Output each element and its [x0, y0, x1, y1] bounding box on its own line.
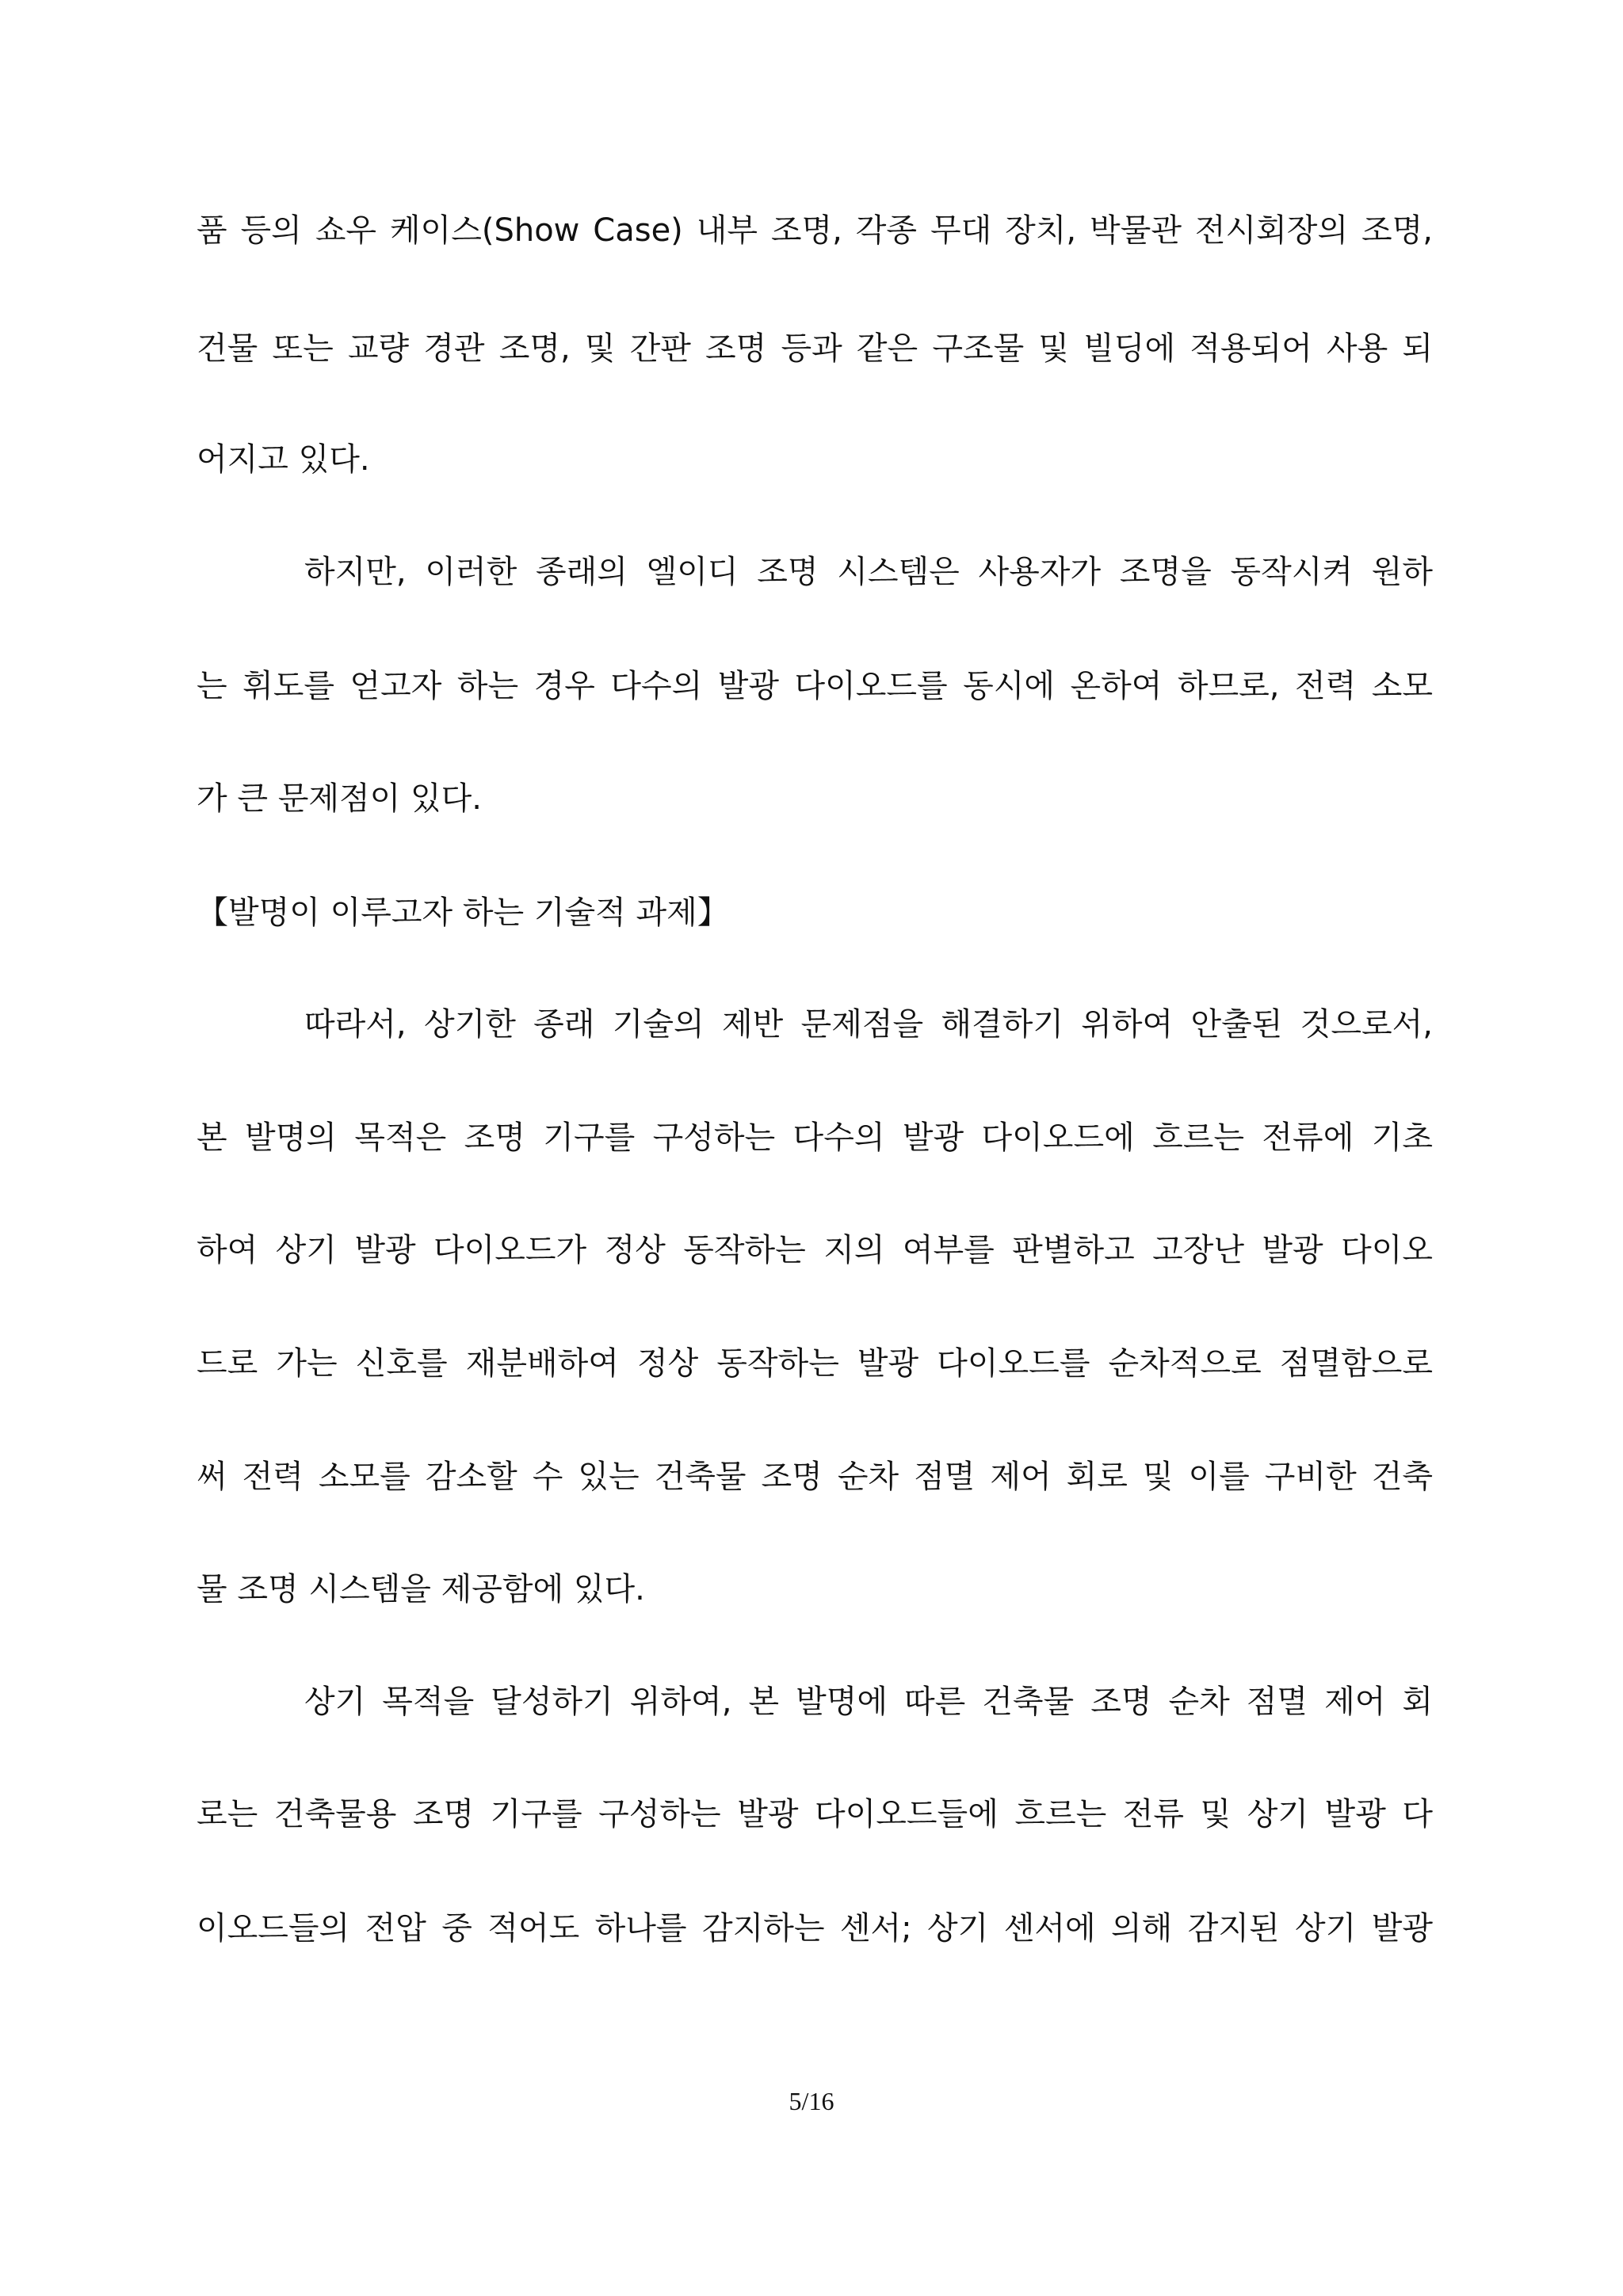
text-line-2: 건물 또는 교량 경관 조명, 및 간판 조명 등과 같은 구조물 및 빌딩에 적용되어 사용 되 [197, 330, 1433, 367]
text-line-13: 물 조명 시스템을 제공함에 있다. [197, 1571, 645, 1608]
text-line-9: 본 발명의 목적은 조명 기구를 구성하는 다수의 발광 다이오드에 흐르는 전류에 기초 [197, 1119, 1433, 1156]
text-line-16: 이오드들의 전압 중 적어도 하나를 감지하는 센서; 상기 센서에 의해 감지된 상기 발광 [197, 1910, 1433, 1947]
text-line-3: 어지고 있다. [197, 441, 370, 478]
text-line-8: 따라서, 상기한 종래 기술의 제반 문제점을 해결하기 위하여 안출된 것으로서, [304, 1006, 1433, 1043]
text-line-14: 상기 목적을 달성하기 위하여, 본 발명에 따른 건축물 조명 순차 점멸 제어 회 [304, 1684, 1433, 1720]
text-line-5: 는 휘도를 얻고자 하는 경우 다수의 발광 다이오드를 동시에 온하여 하므로, 전력 소모 [197, 668, 1433, 704]
text-line-6: 가 큰 문제점이 있다. [197, 780, 482, 817]
text-line-11: 드로 가는 신호를 재분배하여 정상 동작하는 발광 다이오드를 순차적으로 점멸함으로 [197, 1345, 1433, 1382]
page-number: 5/16 [789, 2087, 834, 2115]
text-line-15: 로는 건축물용 조명 기구를 구성하는 발광 다이오드들에 흐르는 전류 및 상기 발광 다 [197, 1796, 1433, 1833]
text-line-4: 하지만, 이러한 종래의 엘이디 조명 시스템은 사용자가 조명을 동작시켜 원하 [304, 554, 1433, 590]
text-line-1: 품 등의 쇼우 케이스(Show Case) 내부 조명, 각종 무대 장치, 박물관 전시회장의 조명, [197, 212, 1433, 249]
text-line-10: 하여 상기 발광 다이오드가 정상 동작하는 지의 여부를 판별하고 고장난 발광 다이오 [197, 1232, 1433, 1268]
text-line-12: 써 전력 소모를 감소할 수 있는 건축물 조명 순차 점멸 제어 회로 및 이를 구비한 건축 [197, 1459, 1433, 1495]
section-heading: 【발명이 이루고자 하는 기술적 과제】 [197, 894, 729, 931]
